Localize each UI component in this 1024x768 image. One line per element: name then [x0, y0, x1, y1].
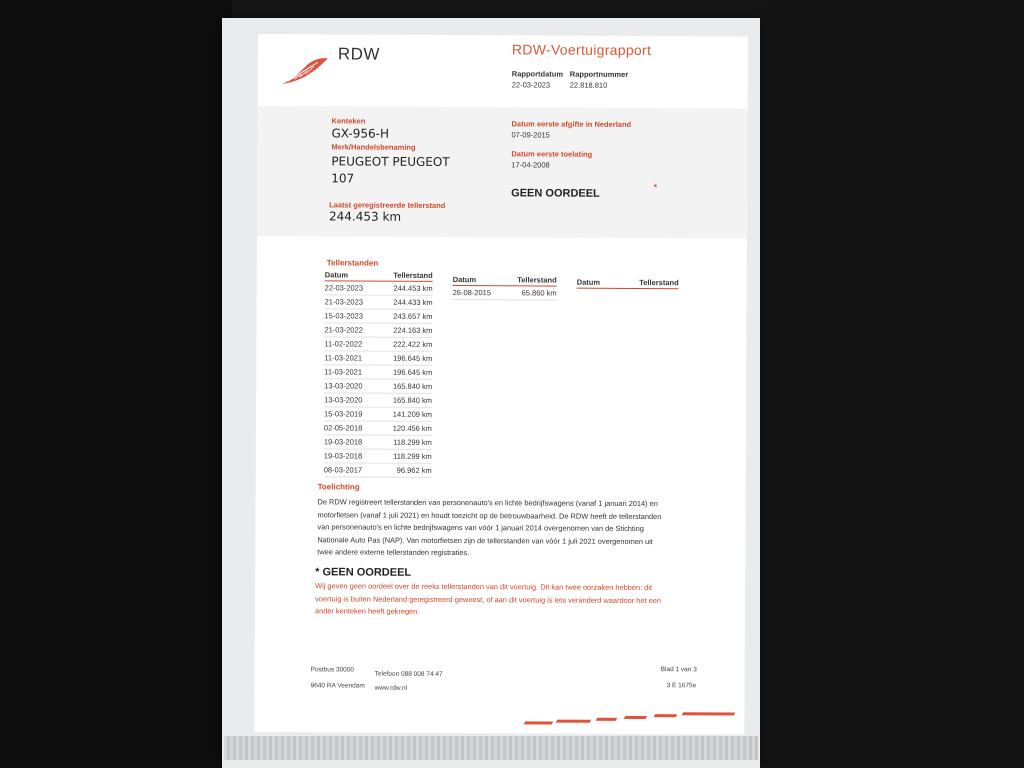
- first-nl-date: 07-09-2015: [511, 130, 550, 140]
- verdict: GEEN OORDEEL: [511, 187, 600, 200]
- first-nl-label: Datum eerste afgifte in Nederland: [511, 119, 632, 129]
- report-date-label: Rapportdatum: [511, 69, 564, 79]
- report-title: RDW-Voertuigrapport: [511, 41, 652, 59]
- reading-value: 196.645 km: [377, 365, 432, 379]
- readings-table-3: [577, 278, 679, 290]
- report-number-label: Rapportnummer: [569, 69, 629, 79]
- col-value-header: Tellerstand: [615, 278, 679, 289]
- footer-code: 3 E 1675e: [666, 682, 697, 690]
- reading-date: 21-03-2023: [325, 295, 378, 309]
- readings-title: Tellerstanden: [326, 258, 379, 268]
- reading-value: 165.840 km: [377, 393, 432, 407]
- explanation-line: twee andere externe tellerstanden registraties.: [317, 547, 470, 558]
- reading-value: 96.962 km: [377, 463, 432, 477]
- no-verdict-title: * GEEN OORDEEL: [315, 566, 412, 579]
- reading-date: 13-03-2020: [324, 379, 377, 393]
- model-name: 107: [331, 171, 355, 186]
- reading-date: 19-03-2018: [324, 435, 377, 449]
- reading-date: 21-03-2022: [324, 323, 377, 337]
- reading-date: 11-02-2022: [324, 337, 377, 351]
- reading-value: 165.840 km: [377, 379, 432, 393]
- reading-row: [324, 421, 432, 436]
- reading-date: 19-03-2018: [324, 449, 377, 463]
- reading-value: 120.456 km: [377, 421, 432, 435]
- readings-table-2: [453, 275, 557, 301]
- reading-value: 118.299 km: [377, 435, 432, 449]
- report-number: 22.818.810: [569, 80, 608, 90]
- reading-date: 02-05-2018: [324, 421, 377, 435]
- reading-row: [324, 407, 432, 422]
- col-date-header: Datum: [577, 278, 615, 289]
- reading-row: [324, 463, 432, 478]
- reading-date: 08-03-2017: [324, 463, 377, 477]
- background-left: [0, 0, 232, 768]
- decor-stripe: [654, 714, 678, 717]
- reading-row: [324, 351, 432, 366]
- reading-date: 26-08-2015: [453, 286, 504, 300]
- no-verdict-line: ander kenteken heeft gekregen.: [314, 606, 420, 617]
- reading-row: [324, 393, 432, 408]
- reading-value: 118.299 km: [377, 449, 432, 463]
- readings-table-1: [324, 270, 433, 478]
- reading-date: 11-03-2021: [324, 365, 377, 379]
- reading-date: 13-03-2020: [324, 393, 377, 407]
- first-admission-label: Datum eerste toelating: [511, 149, 593, 159]
- reading-row: [324, 337, 432, 352]
- reading-date: 15-03-2023: [324, 309, 377, 323]
- last-odometer: 244.453 km: [329, 209, 402, 224]
- footer-phone: Telefoon 088 008 74 47: [374, 670, 443, 678]
- sleeve-binding: [224, 736, 758, 760]
- footer-website[interactable]: www.rdw.nl: [374, 684, 408, 692]
- report-page: [254, 34, 748, 735]
- logo-text: RDW: [337, 44, 381, 64]
- verdict-star: *: [653, 182, 658, 195]
- decor-stripe: [524, 721, 554, 724]
- background-right: [764, 0, 1024, 768]
- reading-row: [453, 286, 557, 301]
- explanation-line: motorfietsen (vanaf 1 juli 2021) en houdt toezicht op de betrouwbaarheid. De RDW heeft de tellerstanden: [317, 509, 662, 521]
- reading-date: 15-03-2019: [324, 407, 377, 421]
- col-value-header: Tellerstand: [504, 275, 557, 286]
- reading-value: 243.657 km: [378, 309, 433, 323]
- reading-value: 65.860 km: [504, 286, 557, 300]
- footer-page-number: Blad 1 van 3: [660, 666, 697, 674]
- reading-row: [325, 295, 433, 310]
- reading-row: [324, 323, 432, 338]
- brand-label: Merk/Handelsbenaming: [331, 142, 416, 152]
- reading-date: 22-03-2023: [325, 281, 378, 295]
- rdw-logo-feather-icon: [278, 54, 330, 88]
- decor-stripe: [596, 718, 618, 721]
- reading-value: 222.422 km: [378, 337, 433, 351]
- decor-stripe: [682, 712, 736, 715]
- first-admission-date: 17-04-2008: [511, 160, 550, 170]
- footer-city: 9640 RA Veendam: [310, 682, 365, 690]
- no-verdict-text: [315, 580, 735, 620]
- license-plate: GX-956-H: [331, 126, 390, 141]
- reading-value: 196.645 km: [378, 351, 433, 365]
- col-date-header: Datum: [453, 275, 504, 286]
- col-value-header: Tellerstand: [378, 271, 433, 282]
- no-verdict-line: voertuig is buiten Nederland geregistreerd geweest, of aan dit voertuig is iets veranderd waardoor het een: [315, 593, 662, 605]
- explanation-line: van personenauto's en lichte bedrijfswagens van vóór 1 januari 2014 overgenomen van de Stichting: [317, 522, 644, 534]
- brand-name: PEUGEOT PEUGEOT: [331, 154, 450, 170]
- col-date-header: Datum: [325, 270, 378, 281]
- plate-label: Kenteken: [331, 116, 366, 126]
- report-date: 22-03-2023: [511, 80, 551, 90]
- reading-value: 244.433 km: [378, 295, 433, 309]
- reading-value: 244.453 km: [378, 281, 433, 295]
- footer-postbus: Postbus 30000: [310, 666, 355, 674]
- odometer-label: Laatst geregistreerde tellerstand: [329, 200, 446, 210]
- reading-row: [324, 435, 432, 450]
- no-verdict-line: Wij geven geen oordeel over de reeks tellerstanden van dit voertuig. Dit kan twee oorzaken hebben: dit: [315, 581, 653, 593]
- decor-stripe: [624, 716, 648, 719]
- explanation-text: [317, 496, 737, 561]
- reading-row: [324, 379, 432, 394]
- explanation-title: Toelichting: [317, 482, 360, 492]
- reading-value: 224.163 km: [378, 323, 433, 337]
- reading-value: 141.209 km: [377, 407, 432, 421]
- reading-row: [325, 281, 433, 296]
- reading-row: [324, 365, 432, 380]
- reading-date: 11-03-2021: [324, 351, 377, 365]
- explanation-line: Nationale Auto Pas (NAP). Van motorfietsen zijn de tellerstanden van vóór 1 juli 2021 overgenomen uit: [317, 535, 653, 546]
- explanation-line: De RDW registreert tellerstanden van personenauto's en lichte bedrijfswagens (vanaf 1 januari 2014) en: [317, 497, 658, 509]
- decor-stripe: [556, 720, 592, 723]
- reading-row: [324, 309, 432, 324]
- reading-row: [324, 449, 432, 464]
